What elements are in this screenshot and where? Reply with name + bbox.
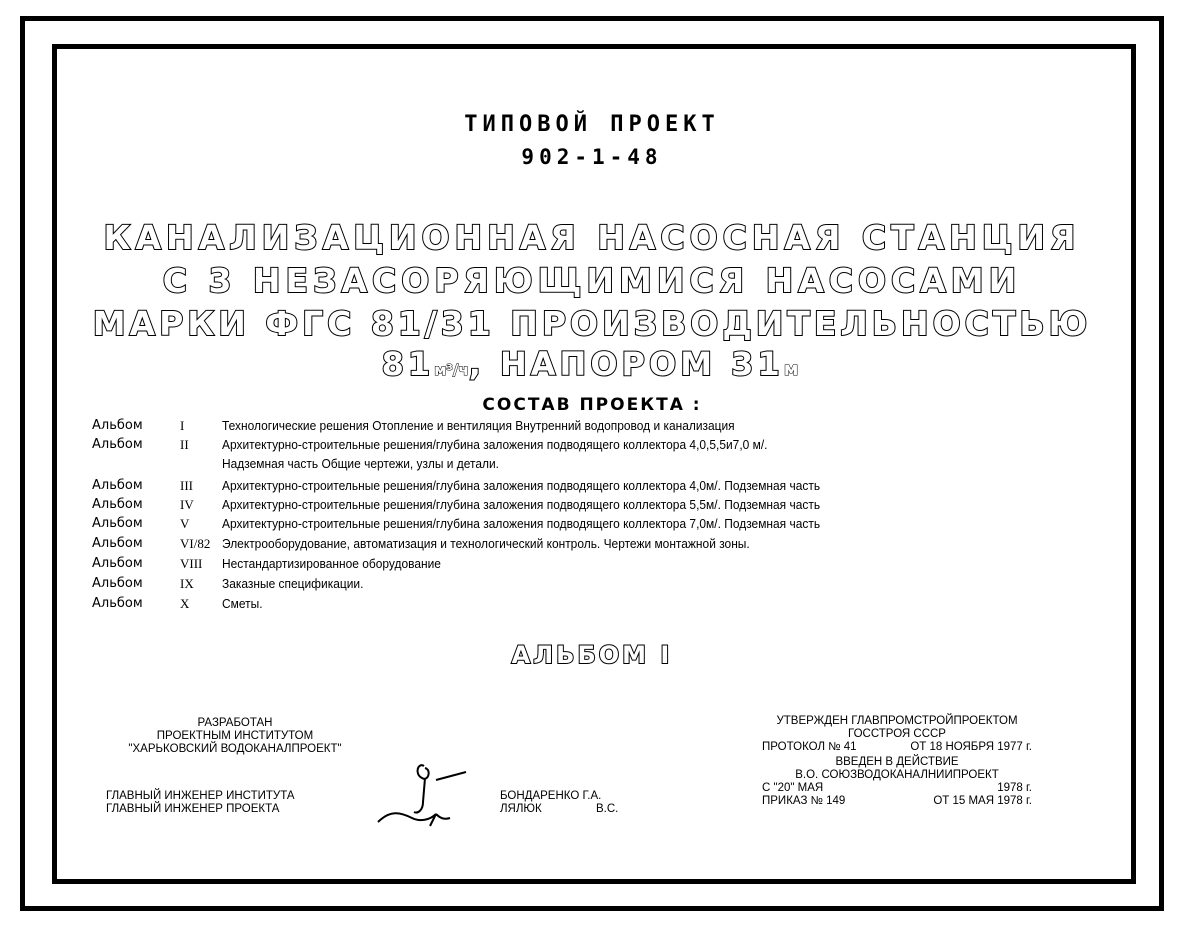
album-word: Альбом <box>92 437 143 452</box>
title-line-2: С 3 НЕЗАСОРЯЮЩИМИСЯ НАСОСАМИ <box>162 261 1022 300</box>
title-line-1: КАНАЛИЗАЦИОННАЯ НАСОСНАЯ СТАНЦИЯ <box>103 218 1081 257</box>
album-title: АЛЬБОМ I <box>511 641 673 669</box>
protocol-date: ОТ 18 НОЯБРЯ 1977 г. <box>910 741 1032 753</box>
developer-line-3: "ХАРЬКОВСКИЙ ВОДОКАНАЛПРОЕКТ" <box>128 743 342 755</box>
album-description: Заказные спецификации. <box>222 576 364 591</box>
album-number: I <box>180 418 185 433</box>
album-word: Альбом <box>92 536 143 551</box>
album-description: Архитектурно-строительные решения/глубина заложения подводящего коллектора 5,5м/. Подземная часть <box>222 497 821 512</box>
album-description: Архитектурно-строительные решения/глубина заложения подводящего коллектора 7,0м/. Подземная часть <box>222 516 821 531</box>
composition-heading: СОСТАВ ПРОЕКТА : <box>482 395 702 415</box>
album-description: Сметы. <box>222 596 263 611</box>
order-date: ОТ 15 МАЯ 1978 г. <box>933 795 1032 807</box>
albums-list <box>92 418 1052 648</box>
album-description: Технологические решения Отопление и вентиляция Внутренний водопровод и канализация <box>222 418 735 433</box>
album-description: Электрооборудование, автоматизация и технологический контроль. Чертежи монтажной зоны. <box>222 536 750 551</box>
album-number: VIII <box>180 556 203 571</box>
order-number: ПРИКАЗ № 149 <box>762 795 846 807</box>
album-number: V <box>180 516 190 531</box>
chief-engineer-project-label: ГЛАВНЫЙ ИНЖЕНЕР ПРОЕКТА <box>106 803 280 815</box>
album-description: Архитектурно-строительные решения/глубина заложения подводящего коллектора 4,0,5,5и7,0 м/. <box>222 437 768 452</box>
album-number: IX <box>180 576 194 591</box>
title-line-3: МАРКИ ФГС 81/31 ПРОИЗВОДИТЕЛЬНОСТЬЮ <box>92 304 1092 343</box>
developer-line-1: РАЗРАБОТАН <box>197 717 273 729</box>
album-number: III <box>180 478 193 493</box>
signature-drawing <box>370 760 480 830</box>
roles-block <box>106 790 295 816</box>
protocol-row <box>762 741 1032 756</box>
developer-block <box>120 717 350 756</box>
names-block <box>500 790 619 816</box>
album-word: Альбом <box>92 497 143 512</box>
approval-line-2: ГОССТРОЯ СССР <box>848 728 946 740</box>
project-type-heading: ТИПОВОЙ ПРОЕКТ <box>464 112 720 137</box>
capacity-unit: м³/ч <box>434 361 469 379</box>
approval-line-1: УТВЕРЖДЕН ГЛАВПРОМСТРОЙПРОЕКТОМ <box>776 715 1018 727</box>
project-number: 902-1-48 <box>521 145 663 169</box>
name-lyalyuk-row <box>500 803 619 816</box>
album-description: Надземная часть Общие чертежи, узлы и детали. <box>222 456 499 471</box>
approval-block <box>762 715 1032 808</box>
developer-line-2: ПРОЕКТНЫМ ИНСТИТУТОМ <box>156 730 314 742</box>
order-row <box>762 795 1032 808</box>
album-description: Нестандартизированное оборудование <box>222 556 441 571</box>
album-number: IV <box>180 497 194 512</box>
name-lyalyuk-initials: В.С. <box>596 803 619 815</box>
album-word: Альбом <box>92 556 143 571</box>
head-unit: м <box>783 359 803 380</box>
effective-date: С "20" МАЯ <box>762 782 824 794</box>
head-value: 31 <box>731 345 784 383</box>
name-bondarenko: БОНДАРЕНКО Г.А. <box>500 790 602 802</box>
album-word: Альбом <box>92 576 143 591</box>
head-label: , НАПОРОМ <box>468 345 732 383</box>
effective-year: 1978 г. <box>997 782 1032 794</box>
album-word: Альбом <box>92 478 143 493</box>
protocol-number: ПРОТОКОЛ № 41 <box>762 741 857 753</box>
capacity-value: 81 <box>381 345 435 383</box>
name-lyalyuk: ЛЯЛЮК <box>500 803 542 815</box>
album-number: X <box>180 596 190 611</box>
chief-engineer-institute-label: ГЛАВНЫЙ ИНЖЕНЕР ИНСТИТУТА <box>106 790 295 802</box>
effective-date-row <box>762 782 1032 795</box>
album-number: II <box>180 437 189 452</box>
album-word: Альбом <box>92 516 143 531</box>
album-number: VI/82 <box>180 536 211 551</box>
album-description: Архитектурно-строительные решения/глубина заложения подводящего коллектора 4,0м/. Подземная часть <box>222 478 821 493</box>
title-line-4 <box>0 345 1184 383</box>
album-word: Альбом <box>92 418 143 433</box>
album-word: Альбом <box>92 596 143 611</box>
approval-line-5: В.О. СОЮЗВОДОКАНАЛНИИПРОЕКТ <box>795 769 999 781</box>
approval-line-4: ВВЕДЕН В ДЕЙСТВИЕ <box>835 756 959 768</box>
